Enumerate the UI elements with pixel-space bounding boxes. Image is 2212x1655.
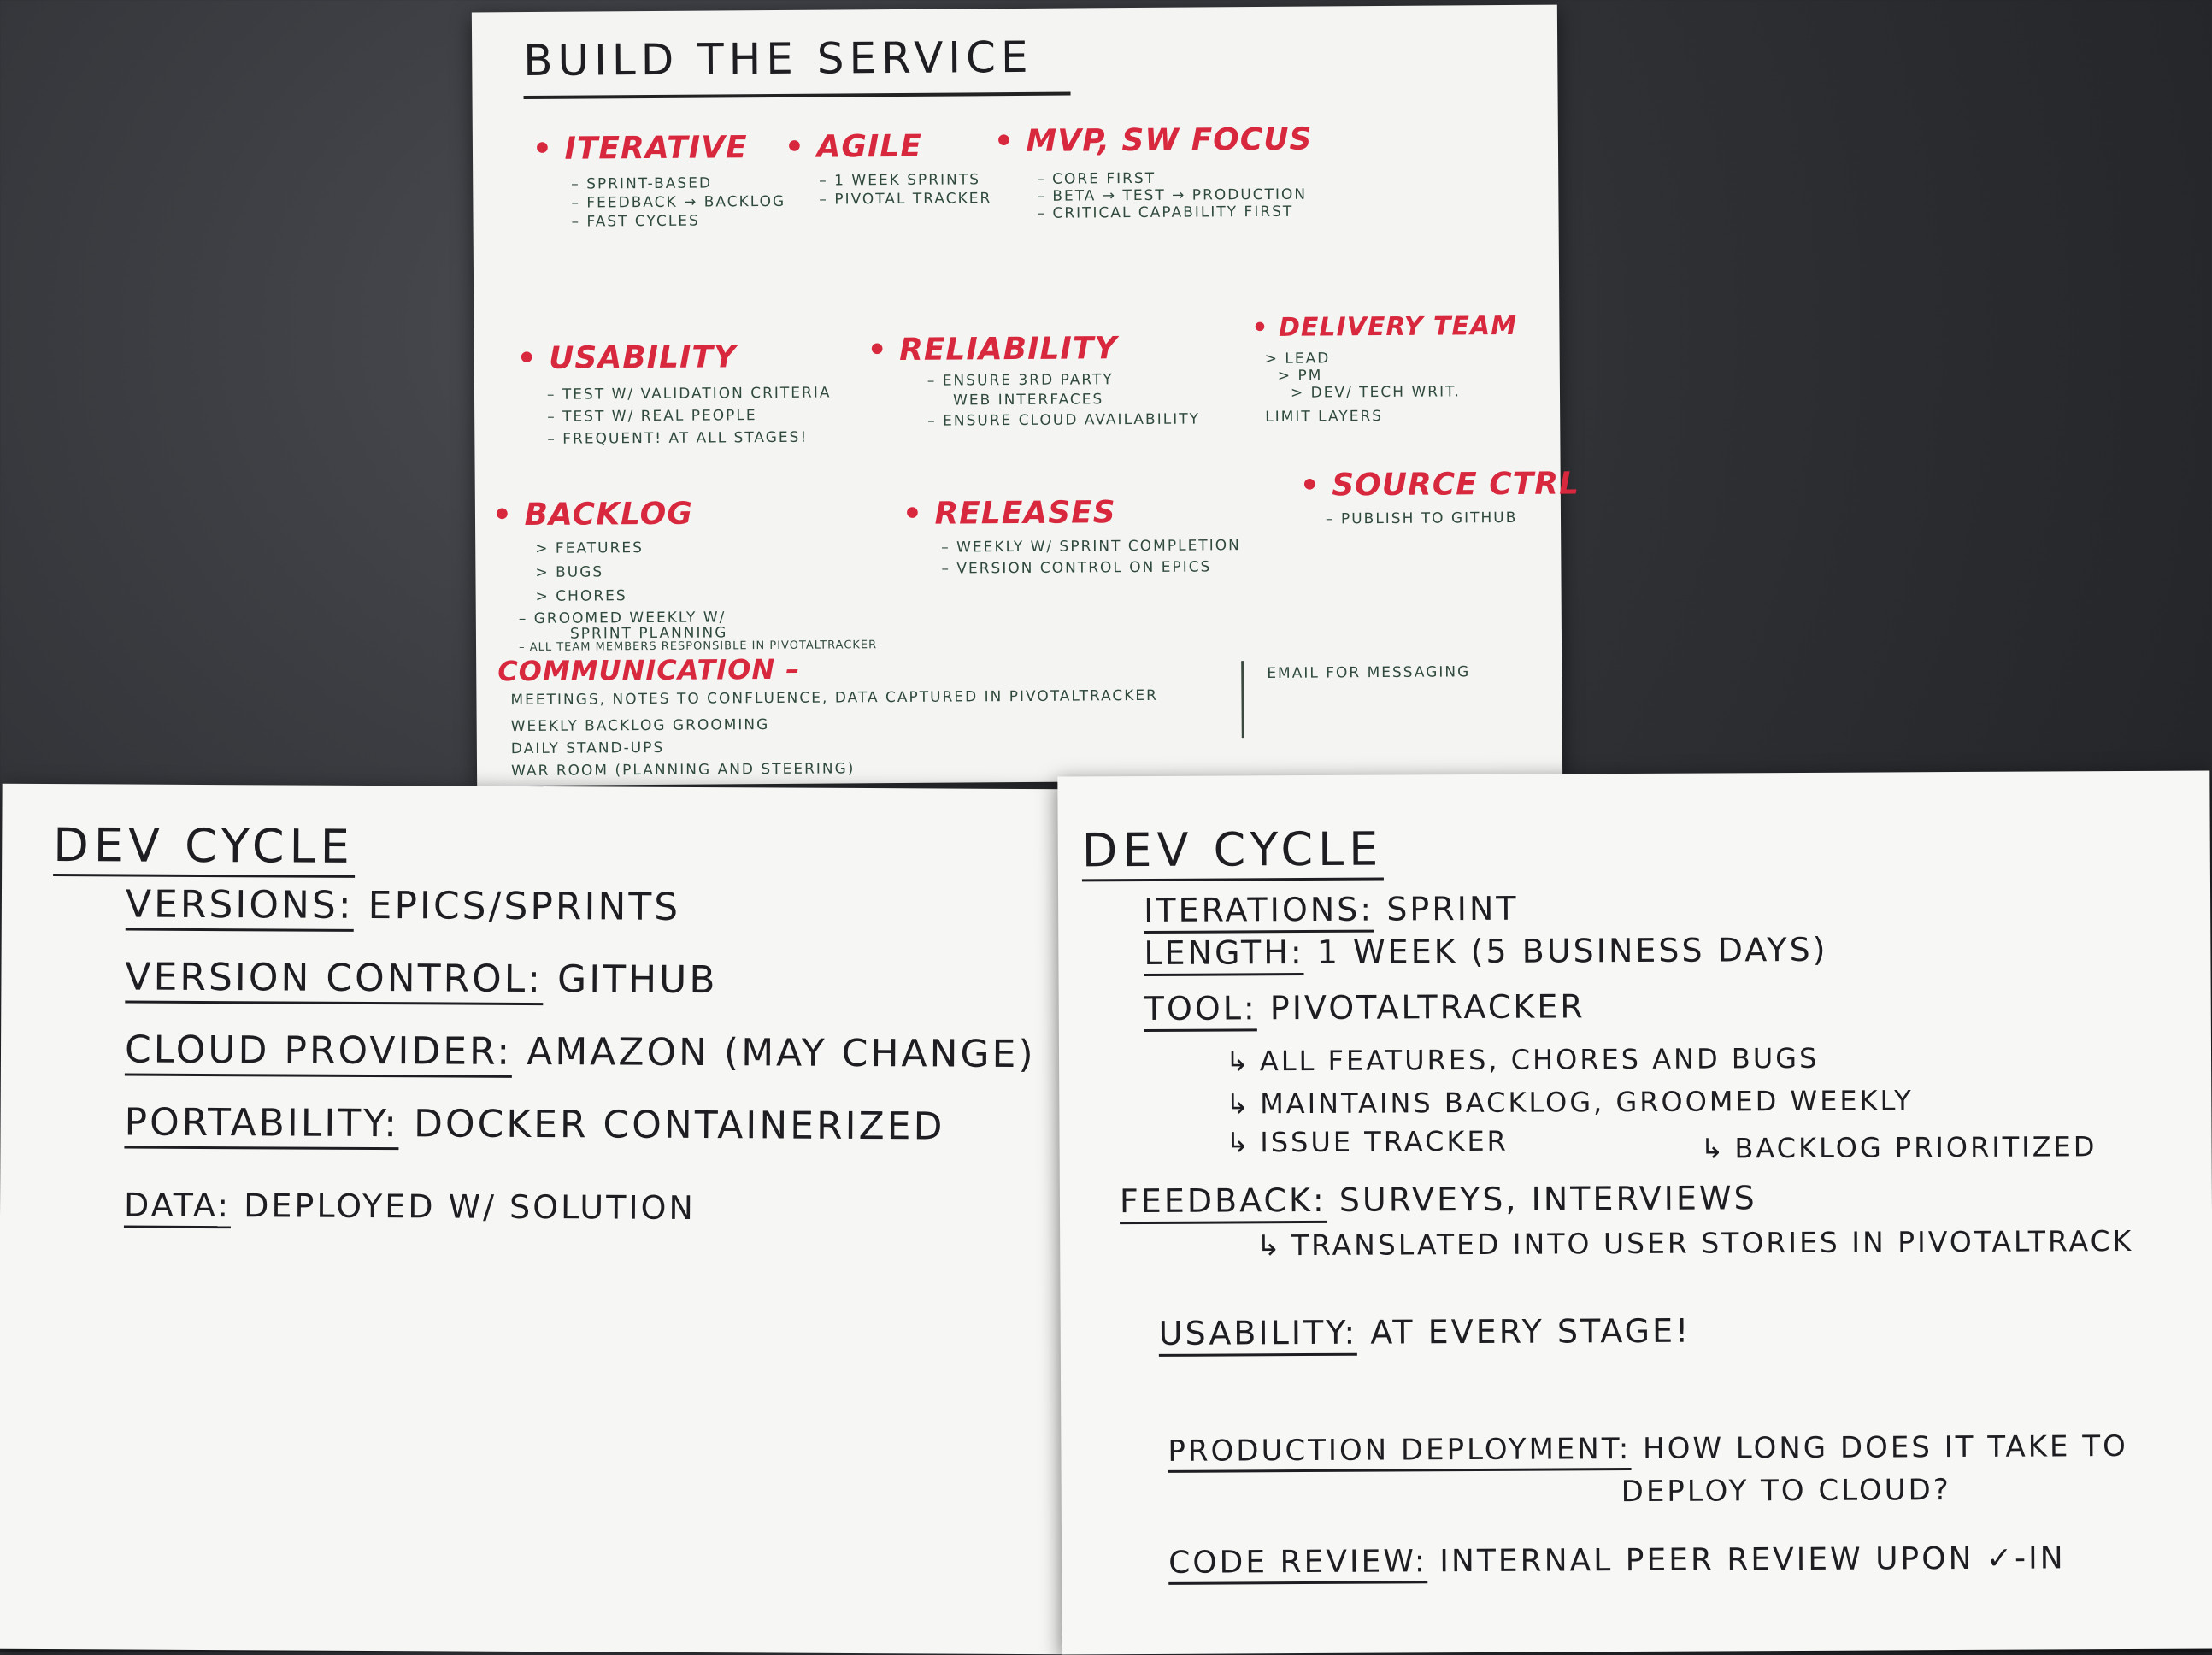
iterations-line <box>1144 890 1519 929</box>
tool-sub <box>1701 1130 2097 1164</box>
tool-sub <box>1226 1125 1508 1159</box>
versions-line <box>126 883 680 929</box>
backlog-item: – GROOMED WEEKLY W/ <box>518 609 727 628</box>
sheet-title: DEV CYCLE <box>1082 822 1384 882</box>
sheet-title: DEV CYCLE <box>53 818 355 878</box>
line-value: INTERNAL PEER REVIEW UPON ✓-IN <box>1439 1540 2066 1580</box>
reliability-item: – ENSURE 3RD PARTY <box>927 371 1114 390</box>
line-label: FEEDBACK: <box>1120 1181 1327 1224</box>
backlog-item: – ALL TEAM MEMBERS RESPONSIBLE IN PIVOTALTRACKER <box>518 639 878 655</box>
iterative-heading: • ITERATIVE <box>532 130 748 167</box>
return-arrow-icon: ↳ <box>1700 1132 1727 1165</box>
left-sheet <box>0 784 1067 1655</box>
delivery-heading: • DELIVERY TEAM <box>1251 310 1518 344</box>
line-label: CODE REVIEW: <box>1168 1544 1427 1585</box>
top-sheet <box>472 5 1580 786</box>
return-arrow-icon: ↳ <box>1225 1045 1251 1078</box>
sheet-title: BUILD THE SERVICE <box>523 32 1033 86</box>
sub-text: BACKLOG PRIORITIZED <box>1734 1130 2097 1165</box>
line-label: DATA: <box>124 1187 231 1229</box>
line-value: DEPLOYED W/ SOLUTION <box>244 1187 697 1228</box>
agile-item: – 1 WEEK SPRINTS <box>819 171 981 190</box>
line-value: HOW LONG DOES IT TAKE TO <box>1642 1428 2128 1466</box>
line-value: GITHUB <box>556 957 718 1003</box>
communication-heading: COMMUNICATION – <box>497 652 801 688</box>
usability-item: – TEST W/ VALIDATION CRITERIA <box>546 384 832 403</box>
delivery-item: > LEAD <box>1264 350 1331 368</box>
line-value: SPRINT <box>1386 889 1519 928</box>
sub-text: ISSUE TRACKER <box>1260 1124 1509 1159</box>
tool-sub <box>1226 1042 1819 1078</box>
line-label: TOOL: <box>1144 989 1257 1032</box>
communication-item: MEETINGS, NOTES TO CONFLUENCE, DATA CAPTURED IN PIVOTALTRACKER <box>510 686 1159 710</box>
backlog-heading: • BACKLOG <box>491 496 693 533</box>
line-label: LENGTH: <box>1144 934 1304 976</box>
delivery-item: LIMIT LAYERS <box>1265 408 1384 426</box>
backlog-item: > CHORES <box>535 587 627 605</box>
agile-heading: • AGILE <box>784 128 922 165</box>
backlog-item: SPRINT PLANNING <box>569 624 728 643</box>
line-value: DOCKER CONTAINERIZED <box>413 1102 945 1149</box>
line-value: 1 WEEK (5 BUSINESS DAYS) <box>1316 930 1828 971</box>
delivery-item: > DEV/ TECH WRIT. <box>1290 383 1461 402</box>
production-line-2: DEPLOY TO CLOUD? <box>1621 1473 1951 1510</box>
releases-item: – WEEKLY W/ SPRINT COMPLETION <box>941 537 1241 557</box>
divider <box>1241 661 1244 738</box>
tool-line <box>1144 987 1585 1028</box>
right-sheet <box>1057 770 2212 1654</box>
code-review-line <box>1168 1540 2066 1580</box>
sub-text: ALL FEATURES, CHORES AND BUGS <box>1259 1041 1820 1078</box>
tool-sub <box>1226 1084 1914 1120</box>
cloud-provider-line <box>125 1028 1036 1077</box>
line-label: ITERATIONS: <box>1144 891 1374 934</box>
line-label: PORTABILITY: <box>124 1101 399 1151</box>
agile-item: – PIVOTAL TRACKER <box>819 190 992 209</box>
mvp-heading: • MVP, SW FOCUS <box>993 121 1313 160</box>
reliability-item: – ENSURE CLOUD AVAILABILITY <box>927 410 1201 430</box>
length-line <box>1144 931 1827 972</box>
communication-item: DAILY STAND-UPS <box>510 739 665 758</box>
sub-text: MAINTAINS BACKLOG, GROOMED WEEKLY <box>1260 1084 1914 1121</box>
line-value: AT EVERY STAGE! <box>1370 1311 1691 1352</box>
line-label: VERSIONS: <box>126 883 354 932</box>
data-line <box>124 1187 696 1228</box>
delivery-item: > PM <box>1277 367 1323 385</box>
releases-item: – VERSION CONTROL ON EPICS <box>941 558 1212 578</box>
line-value: EPICS/SPRINTS <box>368 883 681 929</box>
iterative-item: – FEEDBACK → BACKLOG <box>571 192 786 212</box>
production-line <box>1168 1429 2128 1469</box>
title-underline <box>524 92 1071 99</box>
backlog-item: > FEATURES <box>535 539 644 557</box>
portability-line <box>124 1101 944 1149</box>
feedback-line <box>1120 1179 1757 1220</box>
line-label: PRODUCTION DEPLOYMENT: <box>1168 1432 1631 1473</box>
communication-item: WAR ROOM (PLANNING AND STEERING) <box>510 760 856 780</box>
backlog-item: > BUGS <box>535 563 604 581</box>
iterative-item: – FAST CYCLES <box>571 212 700 231</box>
mvp-item: – BETA → TEST → PRODUCTION <box>1037 186 1308 205</box>
source-item: – PUBLISH TO GITHUB <box>1325 509 1518 528</box>
mvp-item: – CRITICAL CAPABILITY FIRST <box>1037 203 1294 222</box>
usability-item: – FREQUENT! AT ALL STAGES! <box>547 428 809 448</box>
feedback-sub <box>1256 1224 2133 1262</box>
return-arrow-icon: ↳ <box>1226 1087 1252 1121</box>
line-label: USABILITY: <box>1159 1314 1358 1357</box>
iterative-item: – SPRINT-BASED <box>571 174 713 193</box>
line-label: CLOUD PROVIDER: <box>125 1028 512 1078</box>
communication-item: WEEKLY BACKLOG GROOMING <box>510 716 770 736</box>
usability-heading: • USABILITY <box>516 339 738 377</box>
reliability-item: WEB INTERFACES <box>952 391 1104 409</box>
reliability-heading: • RELIABILITY <box>867 331 1118 368</box>
releases-heading: • RELEASES <box>902 495 1116 532</box>
line-value: AMAZON (MAY CHANGE) <box>527 1029 1036 1077</box>
mvp-item: – CORE FIRST <box>1037 169 1156 188</box>
line-value: PIVOTALTRACKER <box>1269 987 1585 1028</box>
usability-item: – TEST W/ REAL PEOPLE <box>547 407 757 426</box>
version-control-line <box>125 956 717 1003</box>
return-arrow-icon: ↳ <box>1256 1228 1283 1263</box>
source-heading: • SOURCE CTRL <box>1299 466 1580 504</box>
return-arrow-icon: ↳ <box>1226 1126 1252 1159</box>
sub-text: TRANSLATED INTO USER STORIES IN PIVOTALTRACK <box>1291 1223 2134 1263</box>
usability-line <box>1159 1312 1691 1352</box>
line-label: VERSION CONTROL: <box>125 956 543 1006</box>
communication-side: EMAIL FOR MESSAGING <box>1267 663 1471 682</box>
line-value: SURVEYS, INTERVIEWS <box>1338 1179 1757 1219</box>
